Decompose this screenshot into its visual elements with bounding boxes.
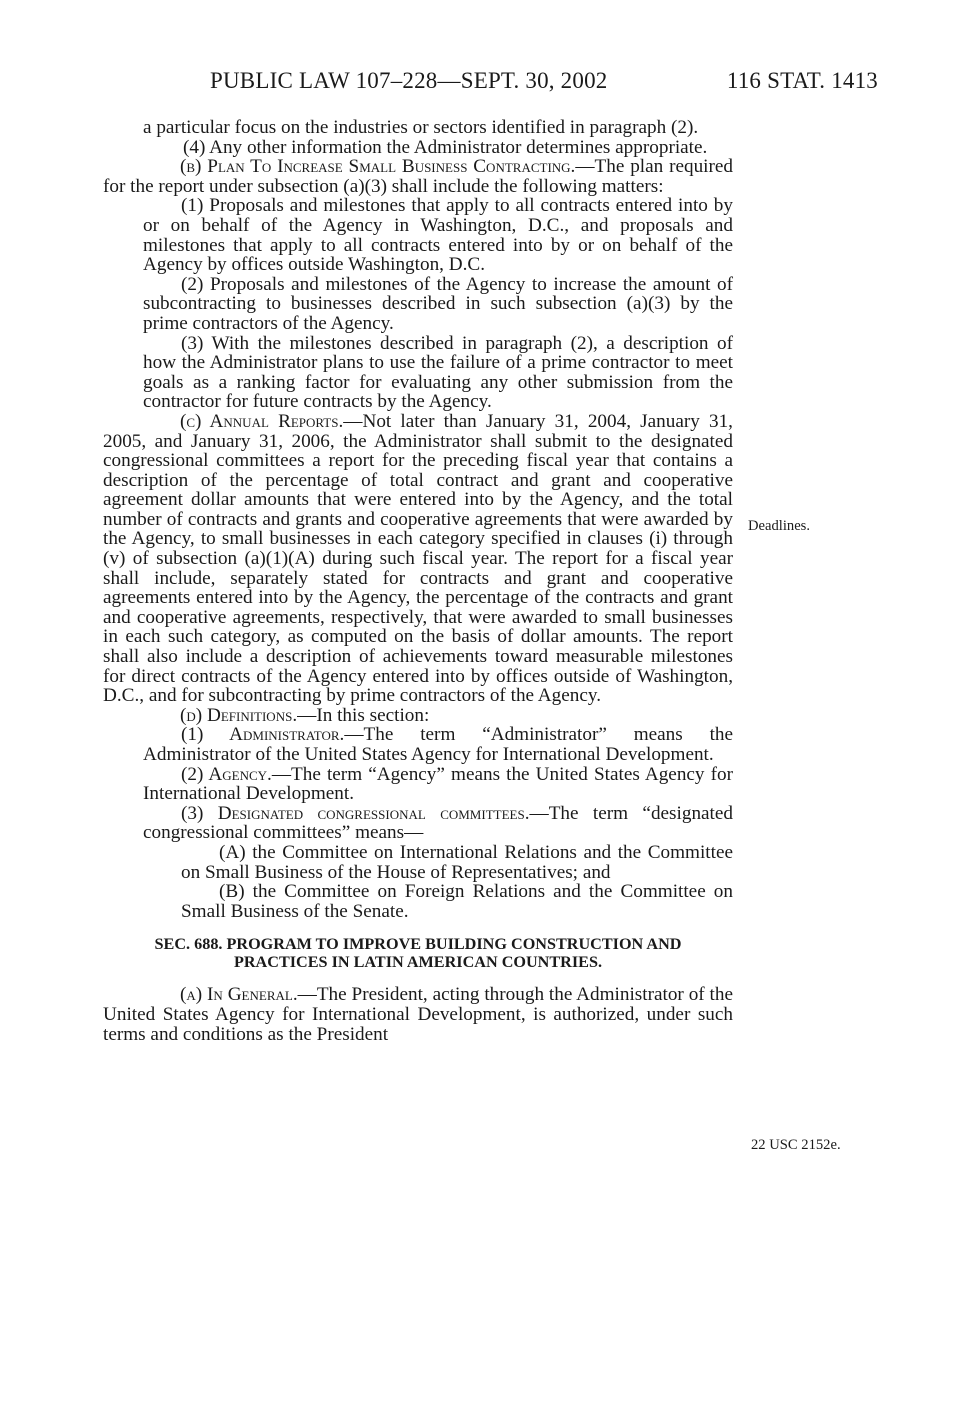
definition-administrator-text: —The term “Administrator” means the Administrator of the United States Agency for International Development.	[143, 724, 734, 765]
definition-agency	[103, 765, 733, 804]
subsection-a-heading: (a) In General.	[180, 984, 298, 1006]
statute-page-number: 116 STAT. 1413	[726, 68, 878, 93]
definition-designated-committees	[103, 804, 733, 843]
margin-note-deadlines: Deadlines.	[748, 518, 811, 534]
paragraph-4-other-information: (4) Any other information the Administrator determines appropriate.	[183, 136, 708, 158]
subsection-c-text: —Not later than January 31, 2004, January 31, 2005, and January 31, 2006, the Administrator shall submit to the designated congressional committees a report for the preceding fiscal year that contains a description of the percentage of total contract and grant and cooperative agreement dollar amounts that were entered into by the Agency, and the total number of contracts and grants and cooperative agreements that were awarded by the Agency, to small businesses in each category specified in clauses (i) through (v) of subsection (a)(1)(A) during such fiscal year. The report for a fiscal year shall include, separately stated for contracts and grant and cooperative agreements entered into by the Agency, the percentage of the contracts and grant and cooperative agreements, respectively, that were awarded to small businesses in each such category, as computed on the basis of dollar amounts. The report shall also include a description of achievements toward measurable milestones for direct contracts of the Agency entered into by offices outside of Washington, D.C., and for subcontracting by prime contractors of the Agency.	[103, 410, 733, 707]
public-law-citation: PUBLIC LAW 107–228—SEPT. 30, 2002	[210, 68, 608, 93]
definition-agency-text: —The term “Agency” means the United States Agency for International Development.	[143, 763, 733, 805]
subsection-d-heading: (d) Definitions.	[180, 704, 298, 726]
paragraph-b2-subcontracting: (2) Proposals and milestones of the Agency to increase the amount of subcontracting to businesses described in such subsection (a)(3) by the prime contractors of the Agency.	[143, 273, 733, 334]
section-heading-line-2: PRACTICES IN LATIN AMERICAN COUNTRIES.	[233, 953, 603, 972]
subsection-b-plan	[103, 157, 733, 196]
clause-b-senate-committees: (B) the Committee on Foreign Relations and the Committee on Small Business of the Senate.	[181, 881, 733, 922]
subsection-c-heading: (c) Annual Reports.	[180, 410, 344, 432]
margin-note-usc-citation: 22 USC 2152e.	[751, 1137, 841, 1153]
section-688-heading	[103, 935, 733, 971]
definition-committees-text: —The term “designated congressional committees” means—	[143, 802, 733, 844]
definition-administrator	[103, 725, 733, 764]
paragraph-b1-proposals: (1) Proposals and milestones that apply to all contracts entered into by or on behalf of the Agency in Washington, D.C., and proposals and milestones that apply to all contracts entered into by or on behalf of the Agency by offices outside Washington, D.C.	[143, 195, 733, 276]
subsection-c-annual-reports	[103, 412, 733, 706]
paragraph-b3-milestones: (3) With the milestones described in paragraph (2), a description of how the Administrator plans to use the failure of a prime contractor to meet goals as a ranking factor for evaluating any other submission from the contractor for future contracts by the Agency.	[143, 332, 733, 413]
subsection-d-definitions	[103, 706, 733, 726]
definition-administrator-heading: (1) Administrator.	[181, 724, 345, 746]
subsection-a-text: —The President, acting through the Administrator of the United States Agency for International Development, is authorized, under such terms and conditions as the President	[103, 984, 733, 1045]
paragraph-continuation: a particular focus on the industries or sectors identified in paragraph (2).	[143, 117, 699, 138]
subsection-b-heading: (b) Plan To Increase Small Business Contracting.	[180, 156, 576, 178]
subsection-b-text: —The plan required for the report under subsection (a)(3) shall include the following matters:	[103, 156, 734, 197]
clause-a-house-committees: (A) the Committee on International Relations and the Committee on Small Business of the House of Representatives; and	[181, 841, 733, 883]
document-body	[103, 118, 733, 1044]
section-heading-line-1: SEC. 688. PROGRAM TO IMPROVE BUILDING CONSTRUCTION AND	[154, 935, 682, 954]
running-head	[210, 68, 878, 98]
definition-committees-heading: (3) Designated congressional committees.	[181, 802, 530, 824]
section-688-subsection-a	[103, 985, 733, 1044]
subsection-d-text: —In this section:	[297, 704, 430, 726]
definition-agency-heading: (2) Agency.	[181, 763, 272, 785]
